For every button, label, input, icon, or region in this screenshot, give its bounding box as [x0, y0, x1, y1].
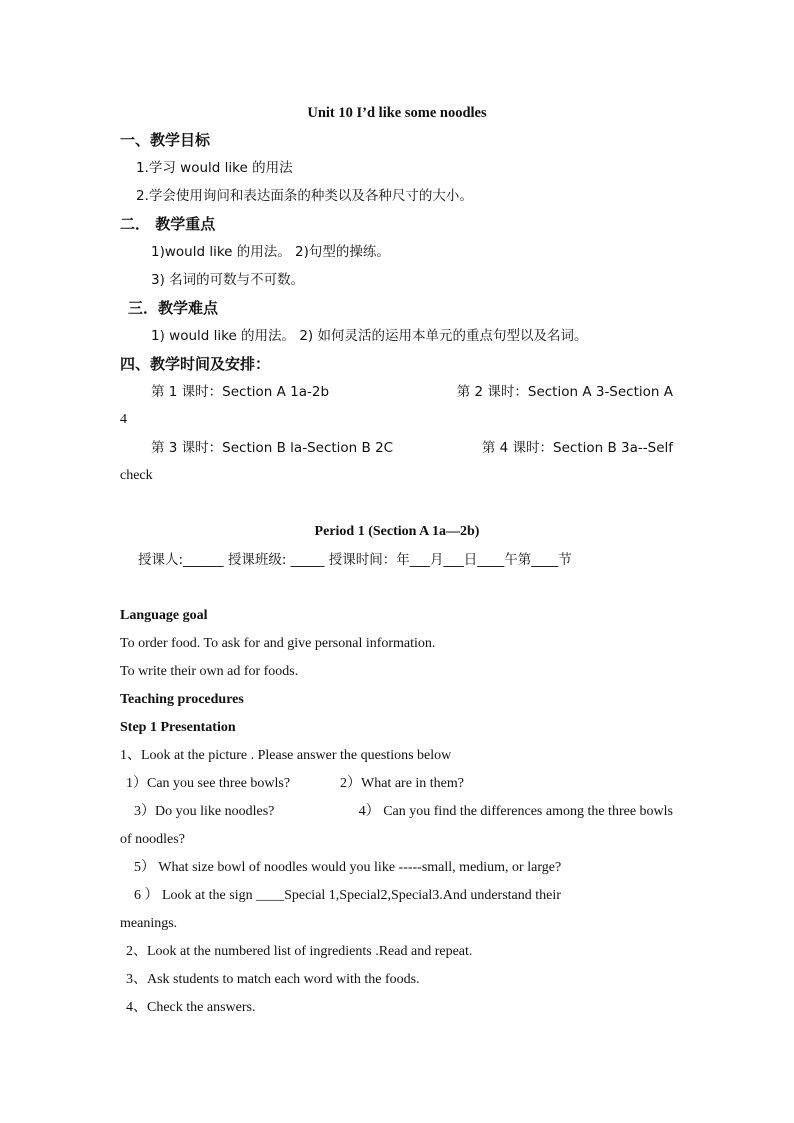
section-heading-difficulties: 三．教学难点 [128, 299, 219, 317]
lesson-info: 授课人:______ 授课班级: _____ 授课时间：年___月___日____午第____节 [138, 552, 572, 568]
schedule-period-2: 第 2 课时：Section A 3-Section A [456, 384, 673, 400]
teaching-procedures-heading: Teaching procedures [120, 692, 244, 707]
question-3: 3）Do you like noodles? [134, 804, 275, 819]
question-4: 4） Can you find the differences among the three bowls [358, 804, 673, 819]
schedule-period-4-continued: check [120, 468, 153, 483]
language-goal-heading: Language goal [120, 608, 208, 623]
question-6-continued: meanings. [120, 916, 178, 931]
key-points-line-1: 1)would like 的用法。 2)句型的操练。 [151, 244, 390, 260]
language-goal-line-2: To write their own ad for foods. [120, 664, 299, 679]
procedure-item-4: 4、Check the answers. [126, 1000, 256, 1015]
question-4-continued: of noodles? [120, 832, 185, 847]
schedule-period-3: 第 3 课时：Section B la-Section B 2C [151, 440, 394, 456]
section-heading-objectives: 一、教学目标 [120, 131, 211, 149]
question-2: 2）What are in them? [340, 776, 465, 791]
procedure-item-3: 3、Ask students to match each word with the foods. [126, 972, 420, 987]
question-intro: 1、Look at the picture . Please answer the questions below [120, 748, 452, 763]
objective-2: 2.学会使用询问和表达面条的种类以及各种尺寸的大小。 [136, 188, 473, 204]
schedule-period-1: 第 1 课时：Section A 1a-2b [151, 384, 330, 400]
step-1-heading: Step 1 Presentation [120, 720, 236, 735]
key-points-line-2: 3) 名词的可数与不可数。 [151, 272, 305, 288]
question-1: 1）Can you see three bowls? [126, 776, 291, 791]
procedure-item-2: 2、Look at the numbered list of ingredients .Read and repeat. [126, 944, 473, 959]
question-6: 6 ） Look at the sign ____Special 1,Special2,Special3.And understand their [134, 888, 561, 903]
section-heading-schedule: 四、教学时间及安排： [120, 355, 271, 373]
difficulties-line-1: 1) would like 的用法。 2) 如何灵活的运用本单元的重点句型以及名词。 [151, 328, 588, 344]
period-title: Period 1 (Section A 1a—2b) [314, 524, 480, 539]
objective-1: 1.学习 would like 的用法 [136, 160, 293, 176]
section-heading-key-points: 二． 教学重点 [120, 215, 216, 233]
page-title: Unit 10 I’d like some noodles [307, 105, 487, 121]
schedule-period-4: 第 4 课时：Section B 3a--Self [481, 440, 673, 456]
language-goal-line-1: To order food. To ask for and give personal information. [120, 636, 436, 651]
schedule-period-2-continued: 4 [120, 412, 127, 427]
question-5: 5） What size bowl of noodles would you like -----small, medium, or large? [134, 860, 562, 875]
